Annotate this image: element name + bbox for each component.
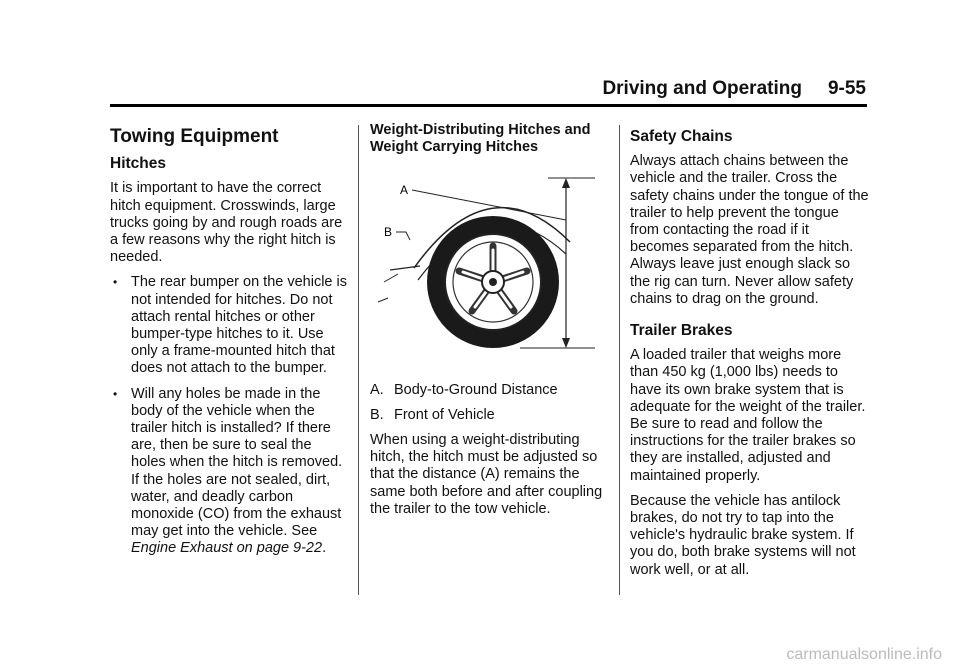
hitch-adjust-paragraph: When using a weight-distributing hitch, the hitch must be adjusted so that the distance (A) remains the same both before and after coupling the trailer to the tow vehicle. bbox=[370, 432, 603, 517]
page-header bbox=[0, 78, 866, 100]
legend-key: B. bbox=[370, 406, 384, 423]
figure-heading: Weight-Distributing Hitches and Weight Carrying Hitches bbox=[370, 122, 591, 156]
bullet-text: The rear bumper on the vehicle is not intended for hitches. Do not attach rental hitches or other bumper-type hitches to it. Use only a frame-mounted hitch that does not attach to the bumper. bbox=[131, 274, 347, 377]
cross-reference-link[interactable]: Engine Exhaust on page 9-22 bbox=[131, 540, 323, 557]
bullet-icon: • bbox=[113, 275, 118, 290]
legend-item bbox=[370, 382, 610, 399]
legend-key: A. bbox=[370, 381, 384, 398]
bullet-text: Will any holes be made in the body of the vehicle when the trailer hitch is installed? If there are, then be sure to seal the holes when the hitch is removed. If the holes are not sealed, dirt, water, and deadly carbon monoxide (CO) from the exhaust may get into the vehicle. See bbox=[131, 385, 343, 540]
figure-legend bbox=[370, 382, 610, 424]
bullet-icon: • bbox=[113, 386, 118, 401]
wheel-figure bbox=[370, 170, 600, 370]
intro-paragraph: It is important to have the correct hitch equipment. Crosswinds, large trucks going by and rough roads are a few reasons why the right hitch is needed. bbox=[110, 180, 343, 266]
section-heading: Towing Equipment bbox=[110, 126, 279, 147]
trailer-brakes-paragraph-1: A loaded trailer that weighs more than 450 kg (1,000 lbs) needs to have its own brake system that is adequate for the weight of the trailer. Be sure to read and follow the instructions for the trailer brakes so they are installed, adjusted and maintained properly. bbox=[630, 347, 866, 484]
bullet-text-end: . bbox=[322, 540, 327, 557]
column-divider bbox=[358, 125, 359, 595]
safety-chains-paragraph: Always attach chains between the vehicle and the trailer. Cross the safety chains under the tongue of the trailer to help prevent the tongue from contacting the road if it becomes separated from the hitch. Always leave just enough slack so the rig can turn. Never allow safety chains to drag on the ground. bbox=[630, 153, 869, 307]
trailer-brakes-paragraph-2: Because the vehicle has antilock brakes, do not try to tap into the vehicle's hydraulic brake system. If you do, both brake systems will not work well, or at all. bbox=[630, 492, 856, 578]
legend-item bbox=[370, 407, 610, 424]
subsection-heading-trailer-brakes: Trailer Brakes bbox=[630, 322, 733, 340]
column-1 bbox=[110, 122, 350, 566]
figure-label-b: B bbox=[384, 225, 393, 240]
page-number: 9-55 bbox=[827, 78, 866, 99]
bullet-item bbox=[110, 386, 350, 558]
watermark: carmanualsonline.info bbox=[786, 646, 942, 663]
legend-text: Body-to-Ground Distance bbox=[394, 381, 558, 398]
column-3 bbox=[630, 122, 870, 587]
legend-text: Front of Vehicle bbox=[394, 406, 495, 423]
figure-label-a: A bbox=[400, 183, 409, 198]
column-2 bbox=[370, 122, 610, 526]
section-title: Driving and Operating bbox=[602, 78, 802, 99]
header-rule bbox=[110, 104, 867, 107]
bullet-list bbox=[110, 274, 350, 557]
column-divider bbox=[619, 125, 620, 595]
bullet-item bbox=[110, 274, 350, 377]
subsection-heading-hitches: Hitches bbox=[110, 155, 166, 173]
subsection-heading-safety-chains: Safety Chains bbox=[630, 128, 733, 145]
